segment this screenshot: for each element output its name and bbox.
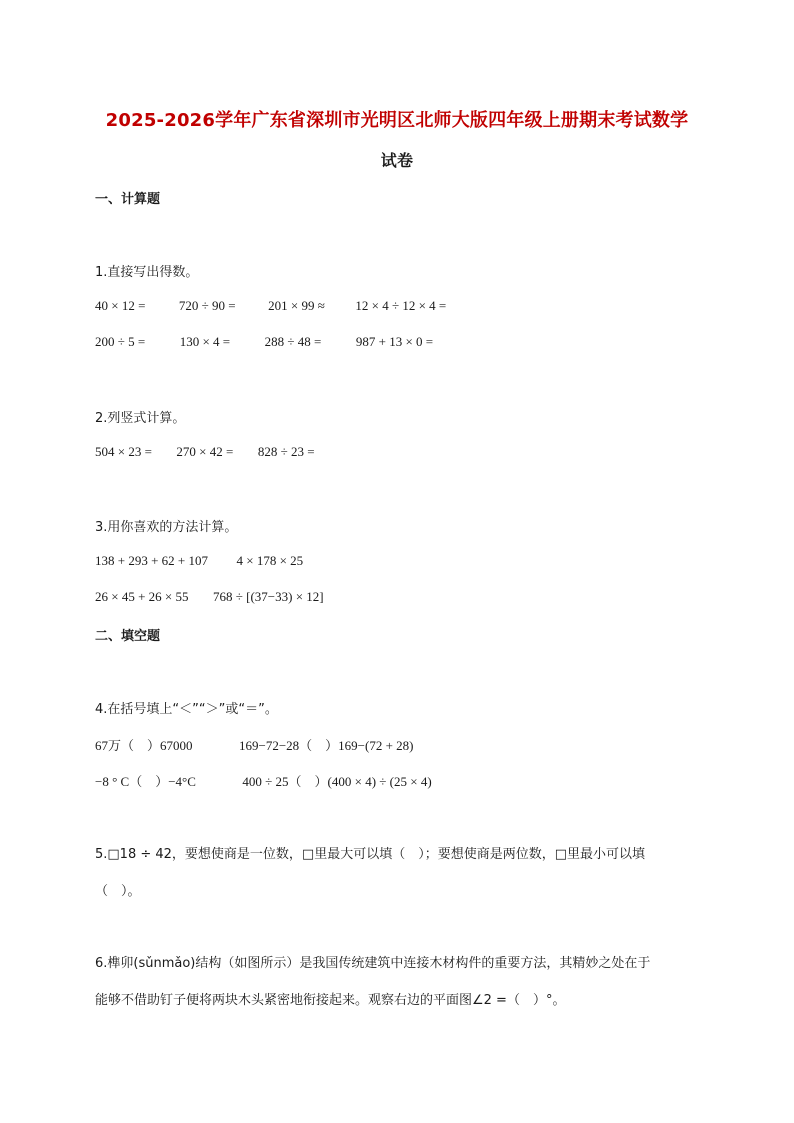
question-2-row-1 xyxy=(95,444,315,460)
q1-r2-item: 200 ÷ 5 = xyxy=(95,334,146,349)
q3-r2-item: 768 ÷ [(37−33) × 12] xyxy=(213,589,324,604)
exam-title-line2: 试卷 xyxy=(380,151,414,170)
q1-r1-item: 12 × 4 ÷ 12 × 4 = xyxy=(355,298,447,313)
question-4-prompt: 4.在括号填上“＜”“＞”或“＝”。 xyxy=(95,702,278,717)
question-1-row-1 xyxy=(95,298,446,314)
q1-r2-item: 130 × 4 = xyxy=(179,334,231,349)
question-4-row-1 xyxy=(95,735,414,754)
question-6-line-1: 6.榫卯(sǔnmǎo)结构（如图所示）是我国传统建筑中连接木材构件的重要方法，其精妙之处在于 xyxy=(95,956,651,971)
q2-item: 504 × 23 = xyxy=(95,444,152,459)
question-3-row-2 xyxy=(95,589,324,605)
q1-r2-item: 987 + 13 × 0 = xyxy=(355,334,434,349)
q1-r2-item: 288 ÷ 48 = xyxy=(264,334,322,349)
q2-item: 270 × 42 = xyxy=(176,444,234,459)
q3-r2-item: 26 × 45 + 26 × 55 xyxy=(95,589,189,604)
section-heading-calculation: 一、计算题 xyxy=(95,192,161,207)
q2-item: 828 ÷ 23 = xyxy=(257,444,315,459)
question-1-prompt: 1.直接写出得数。 xyxy=(95,265,199,280)
q4-r1-item: 67万（ ）67000 xyxy=(95,738,193,753)
question-5-line-1: 5.□18 ÷ 42，要想使商是一位数，□里最大可以填（ ）；要想使商是两位数，□里最小可以填 xyxy=(95,847,645,862)
q4-r2-item: 400 ÷ 25（ ）(400 × 4) ÷ (25 × 4) xyxy=(242,774,432,789)
question-2-prompt: 2.列竖式计算。 xyxy=(95,411,186,426)
question-3-prompt: 3.用你喜欢的方法计算。 xyxy=(95,520,238,535)
q1-r1-item: 40 × 12 = xyxy=(95,298,146,313)
q3-r1-item: 138 + 293 + 62 + 107 xyxy=(95,553,208,568)
section-heading-fill-in: 二、填空题 xyxy=(95,629,161,644)
question-3-row-1 xyxy=(95,553,303,569)
question-5-line-2: （ ）。 xyxy=(95,884,141,899)
question-4-row-2 xyxy=(95,771,432,790)
exam-title-line1: 2025-2026学年广东省深圳市光明区北师大版四年级上册期末考试数学 xyxy=(105,110,689,131)
q4-r2-item: −8 ° C（ ）−4°C xyxy=(95,774,196,789)
q4-r1-item: 169−72−28（ ）169−(72 + 28) xyxy=(239,738,414,753)
q1-r1-item: 201 × 99 ≈ xyxy=(268,298,325,313)
question-1-row-2 xyxy=(95,334,433,350)
q3-r1-item: 4 × 178 × 25 xyxy=(236,553,304,568)
question-6-line-2: 能够不借助钉子便将两块木头紧密地衔接起来。观察右边的平面图∠2 =（ ）°。 xyxy=(95,993,566,1008)
q1-r1-item: 720 ÷ 90 = xyxy=(178,298,236,313)
